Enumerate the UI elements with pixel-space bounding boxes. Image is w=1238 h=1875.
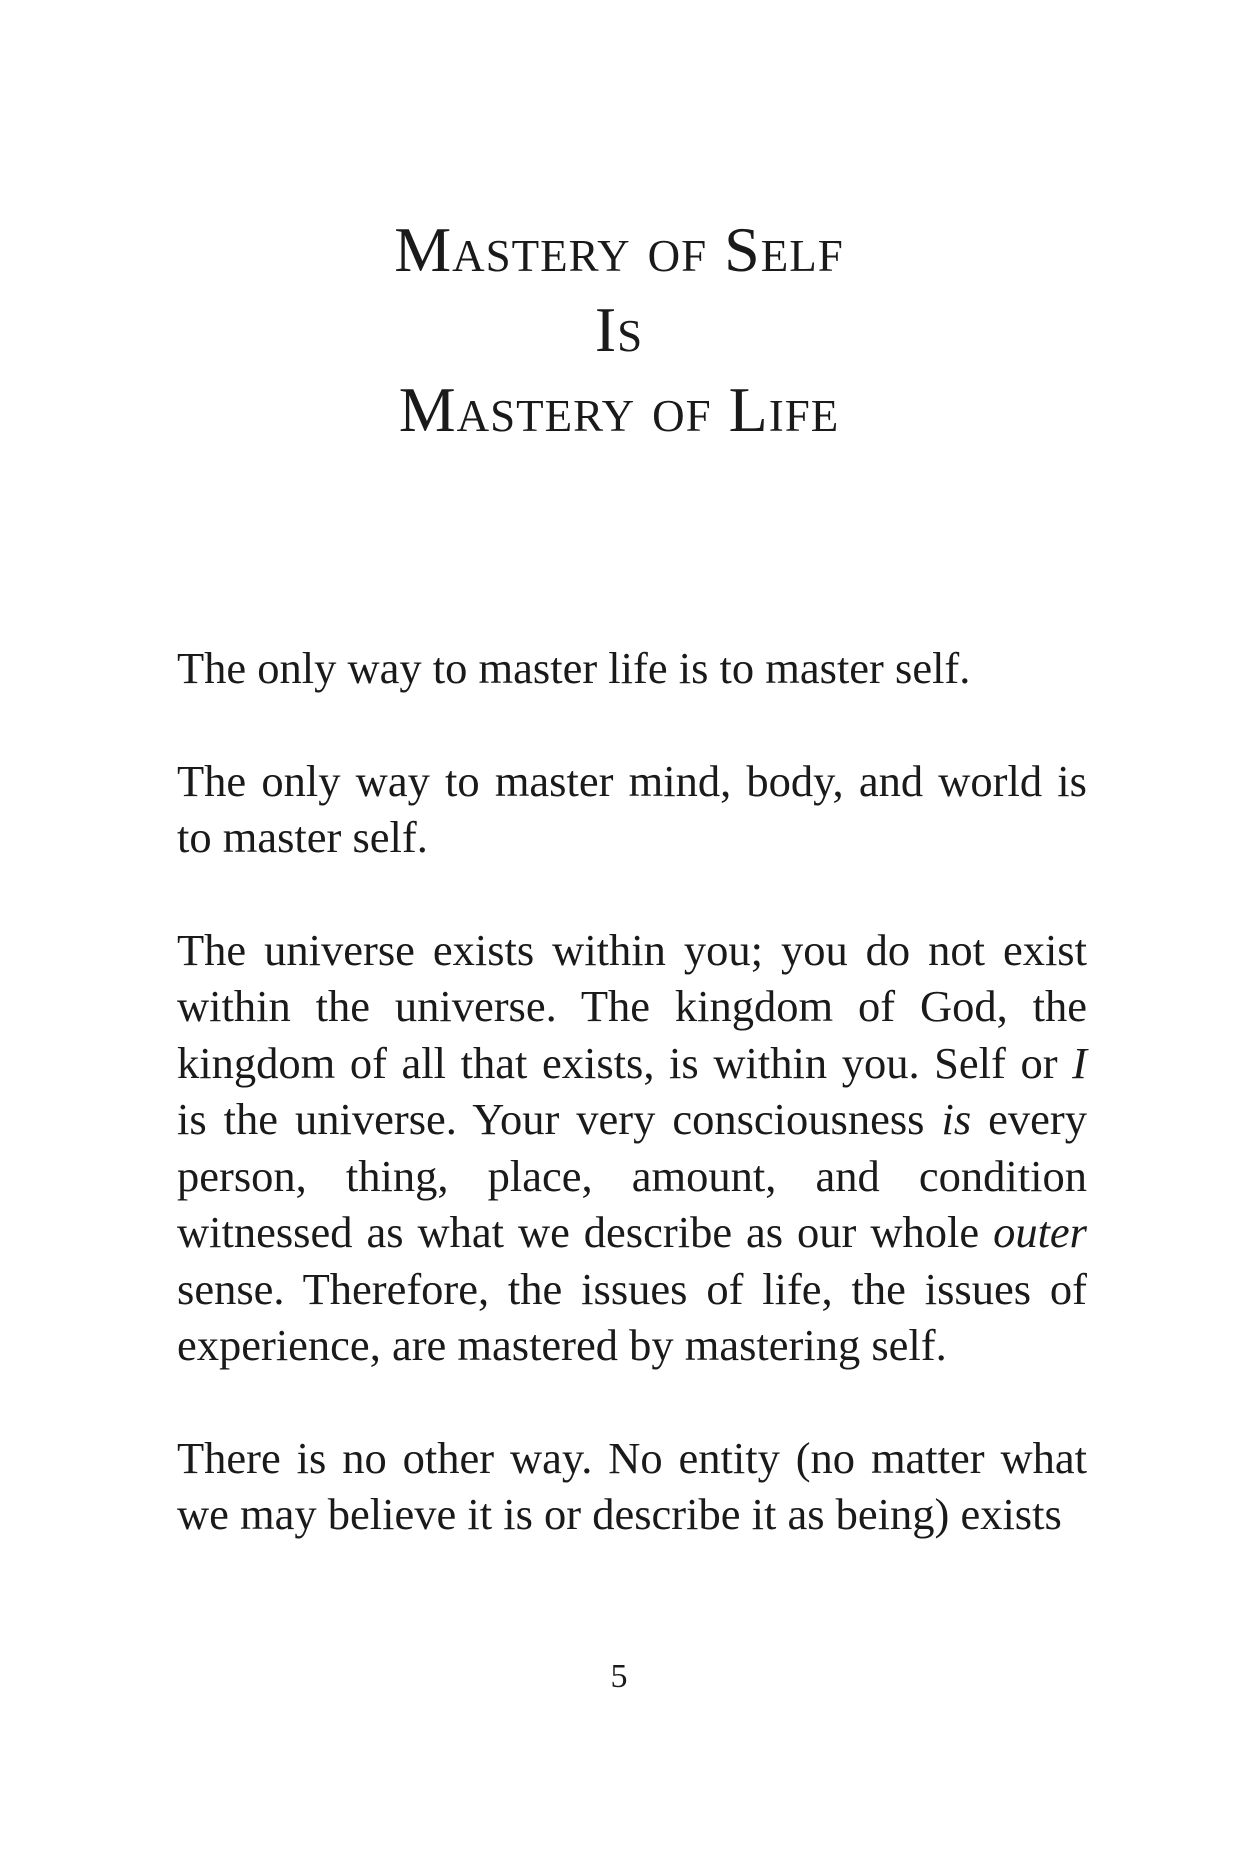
body-text	[177, 640, 1087, 1599]
paragraph-1: The only way to master life is to master self.	[177, 643, 971, 693]
chapter-title-line-3: Mastery of Life	[398, 374, 840, 445]
paragraph-3-text-a: The universe exists within you; you do not exist within the universe. The kingdom of God, the kingdom of all that exists, is within you. Self or	[177, 924, 1087, 1088]
italic-outer: outer	[993, 1207, 1087, 1257]
paragraph-3-text-c: is the universe. Your very consciousness	[177, 1094, 942, 1144]
chapter-title-line-2: Is	[594, 294, 644, 365]
page-number: 5	[610, 1658, 628, 1695]
paragraph-3-text-g: sense. Therefore, the issues of life, the issues of experience, are mastered by mastering self.	[177, 1263, 1087, 1370]
chapter-title	[0, 210, 1238, 450]
italic-is: is	[941, 1094, 972, 1144]
paragraph-2: The only way to master mind, body, and world is to master self.	[177, 755, 1087, 862]
paragraph-3-text-e: every person, thing, place, amount, and condition witnessed as what we describe as our whole	[177, 1094, 1087, 1257]
italic-i: I	[1072, 1037, 1087, 1088]
paragraph-3	[177, 922, 1087, 1374]
paragraph-4: There is no other way. No entity (no matter what we may believe it is or describe it as being) exists	[177, 1432, 1087, 1539]
chapter-title-line-1: Mastery of Self	[394, 214, 844, 285]
